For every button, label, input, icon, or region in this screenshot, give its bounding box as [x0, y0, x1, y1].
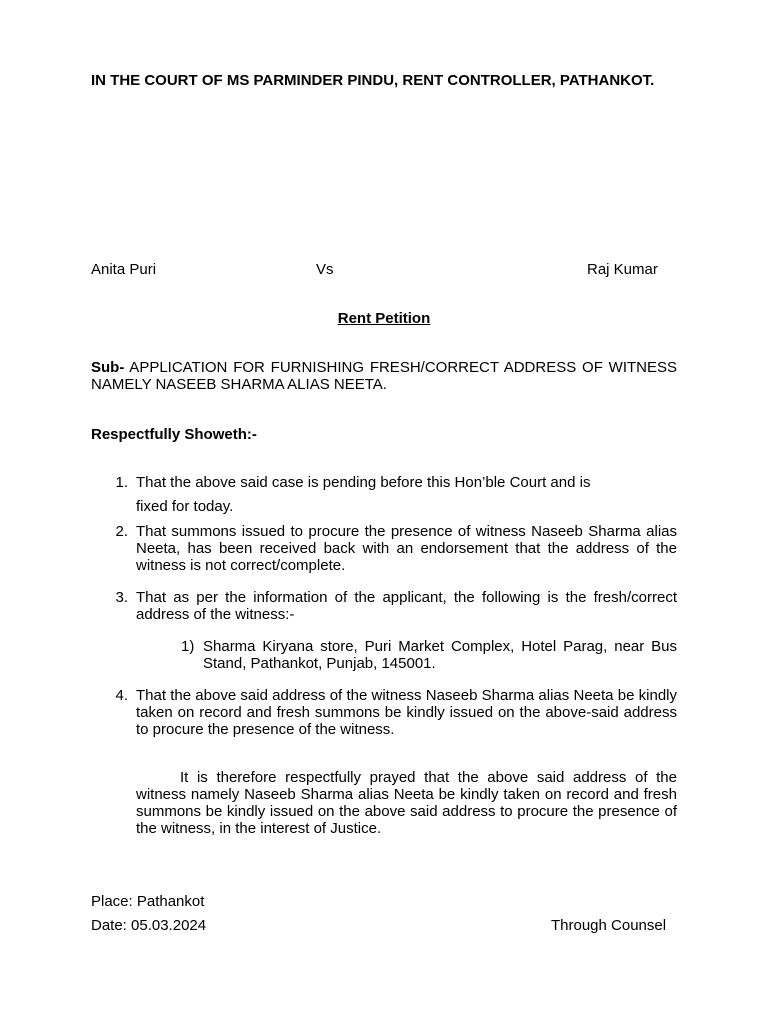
paragraph-2-text: That summons issued to procure the presence of witness Naseeb Sharma alias Neeta, has been received back with an endorsement that the address of the witness is not correct/complete. [136, 523, 677, 574]
paragraph-2-number: 2. [115, 523, 128, 540]
subject-line [91, 359, 677, 393]
paragraph-3-number: 3. [115, 589, 128, 606]
petitioner-name: Anita Puri [91, 261, 157, 278]
place-line: Place: Pathankot [91, 893, 205, 910]
paragraph-1-line-1: That the above said case is pending before this Hon’ble Court and is [136, 474, 591, 491]
address-item-text: Sharma Kiryana store, Puri Market Complex, Hotel Parag, near Bus Stand, Pathankot, Punjab, 145001. [203, 638, 677, 672]
paragraph-1-number: 1. [115, 474, 128, 491]
paragraph-1-line-2: fixed for today. [136, 498, 234, 515]
through-counsel: Through Counsel [551, 917, 667, 934]
prayer-paragraph: It is therefore respectfully prayed that the above said address of the witness namely Naseeb Sharma alias Neeta be kindly taken on record and fresh summons be kindly issued on the above said address to procure the presence of the witness, in the interest of Justice. [136, 769, 677, 837]
petition-title: Rent Petition [337, 310, 431, 327]
versus-label: Vs [316, 261, 334, 278]
court-heading: IN THE COURT OF MS PARMINDER PINDU, RENT CONTROLLER, PATHANKOT. [91, 72, 655, 89]
salutation: Respectfully Showeth:- [91, 426, 257, 443]
respondent-name: Raj Kumar [587, 261, 658, 278]
address-item-number: 1) [181, 638, 195, 655]
paragraph-4-number: 4. [115, 687, 128, 704]
paragraph-3-text: That as per the information of the applicant, the following is the fresh/correct address of the witness:- [136, 589, 677, 623]
paragraph-4-text: That the above said address of the witness Naseeb Sharma alias Neeta be kindly taken on record and fresh summons be kindly issued on the above-said address to procure the presence of the witness. [136, 687, 677, 738]
subject-label: Sub- [91, 359, 125, 376]
subject-text: APPLICATION FOR FURNISHING FRESH/CORRECT ADDRESS OF WITNESS NAMELY NASEEB SHARMA ALIAS NEETA. [91, 359, 677, 393]
date-line: Date: 05.03.2024 [91, 917, 207, 934]
